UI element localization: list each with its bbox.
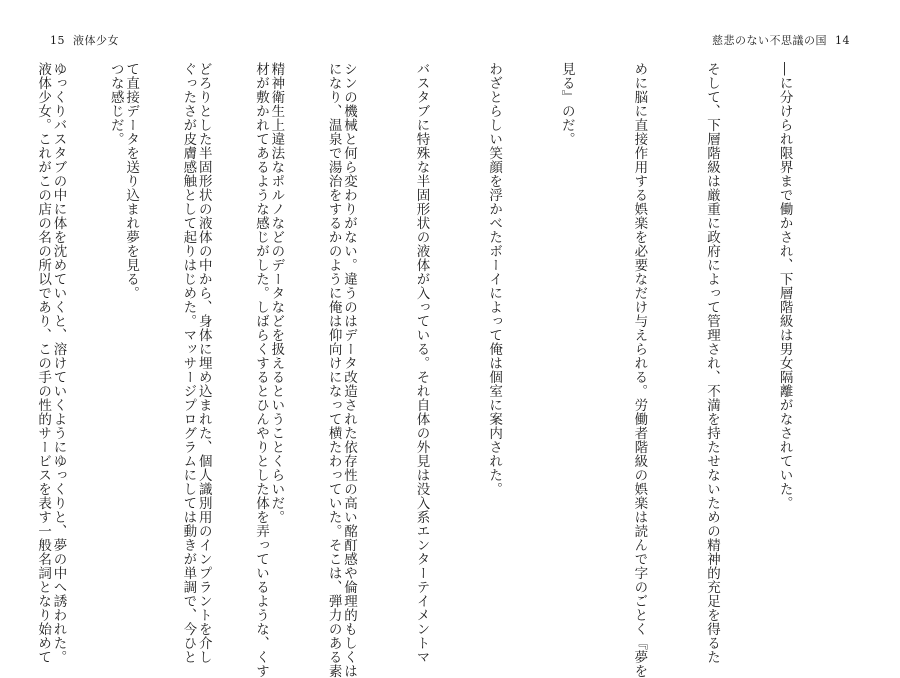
text-line: 精神衛生上違法なポルノなどのデータなどを扱えるということくらいだ。 bbox=[268, 62, 285, 524]
text-line: 見る』のだ。 bbox=[558, 62, 575, 146]
right-running-head: 慈悲のない不思議の国 bbox=[712, 34, 827, 47]
text-line: つな感じだ。 bbox=[107, 62, 124, 146]
text-line: 材が敷かれてあるような感じがした。しばらくするとひんやりとした体を弄っているような、くす bbox=[252, 62, 269, 678]
text-line: ぐったさが皮膚感触として起りはじめた。マッサージプログラムにしては動きが単調で、今ひと bbox=[180, 62, 197, 664]
text-line: わざとらしい笑顔を浮かべたボーイによって俺は個室に案内された。 bbox=[486, 62, 503, 496]
text-line: どろりとした半固形状の液体の中から、身体に埋め込まれた、個人識別用のインプラントを介し bbox=[195, 62, 212, 664]
left-running-head: 液体少女 bbox=[73, 34, 119, 47]
text-line: ゆっくりバスタブの中に体を沈めていくと、溶けていくようにゆっくりと、夢の中へ誘われた。 bbox=[50, 62, 67, 664]
left-page-header bbox=[46, 32, 119, 48]
text-line: になり、温泉で湯治をするかのように俺は仰向けになって横たわっていた。そこは、弾力のある素 bbox=[325, 62, 342, 678]
text-line: バスタブに特殊な半固形状の液体が入っている。それ自体の外見は没入系エンターテイメントマ bbox=[413, 62, 430, 664]
text-line: めに脳に直接作用する娯楽を必要なだけ与えられる。労働者階級の娯楽は読んで字のごとく『夢を bbox=[631, 62, 648, 678]
left-page-number: 15 bbox=[50, 34, 65, 47]
right-page-number: 14 bbox=[835, 34, 850, 47]
text-line: 液体少女。これがこの店の名の所以であり、この手の性的サービスを表す一般名詞となり始めて bbox=[35, 62, 52, 664]
text-line: て直接データを送り込まれ夢を見る。 bbox=[123, 62, 140, 300]
text-line: そして、下層階級は厳重に政府によって管理され、不満を持たせないための精神的充足を得るた bbox=[703, 62, 720, 664]
text-line: シンの機械と何ら変わりがない。違うのはデータ改造された依存性の高い酩酊感や倫理的もしくは bbox=[340, 62, 357, 678]
right-page-header bbox=[712, 32, 854, 48]
text-line: ―に分けられ限界まで働かされ、下層階級は男女隔離がなされていた。 bbox=[776, 62, 793, 510]
